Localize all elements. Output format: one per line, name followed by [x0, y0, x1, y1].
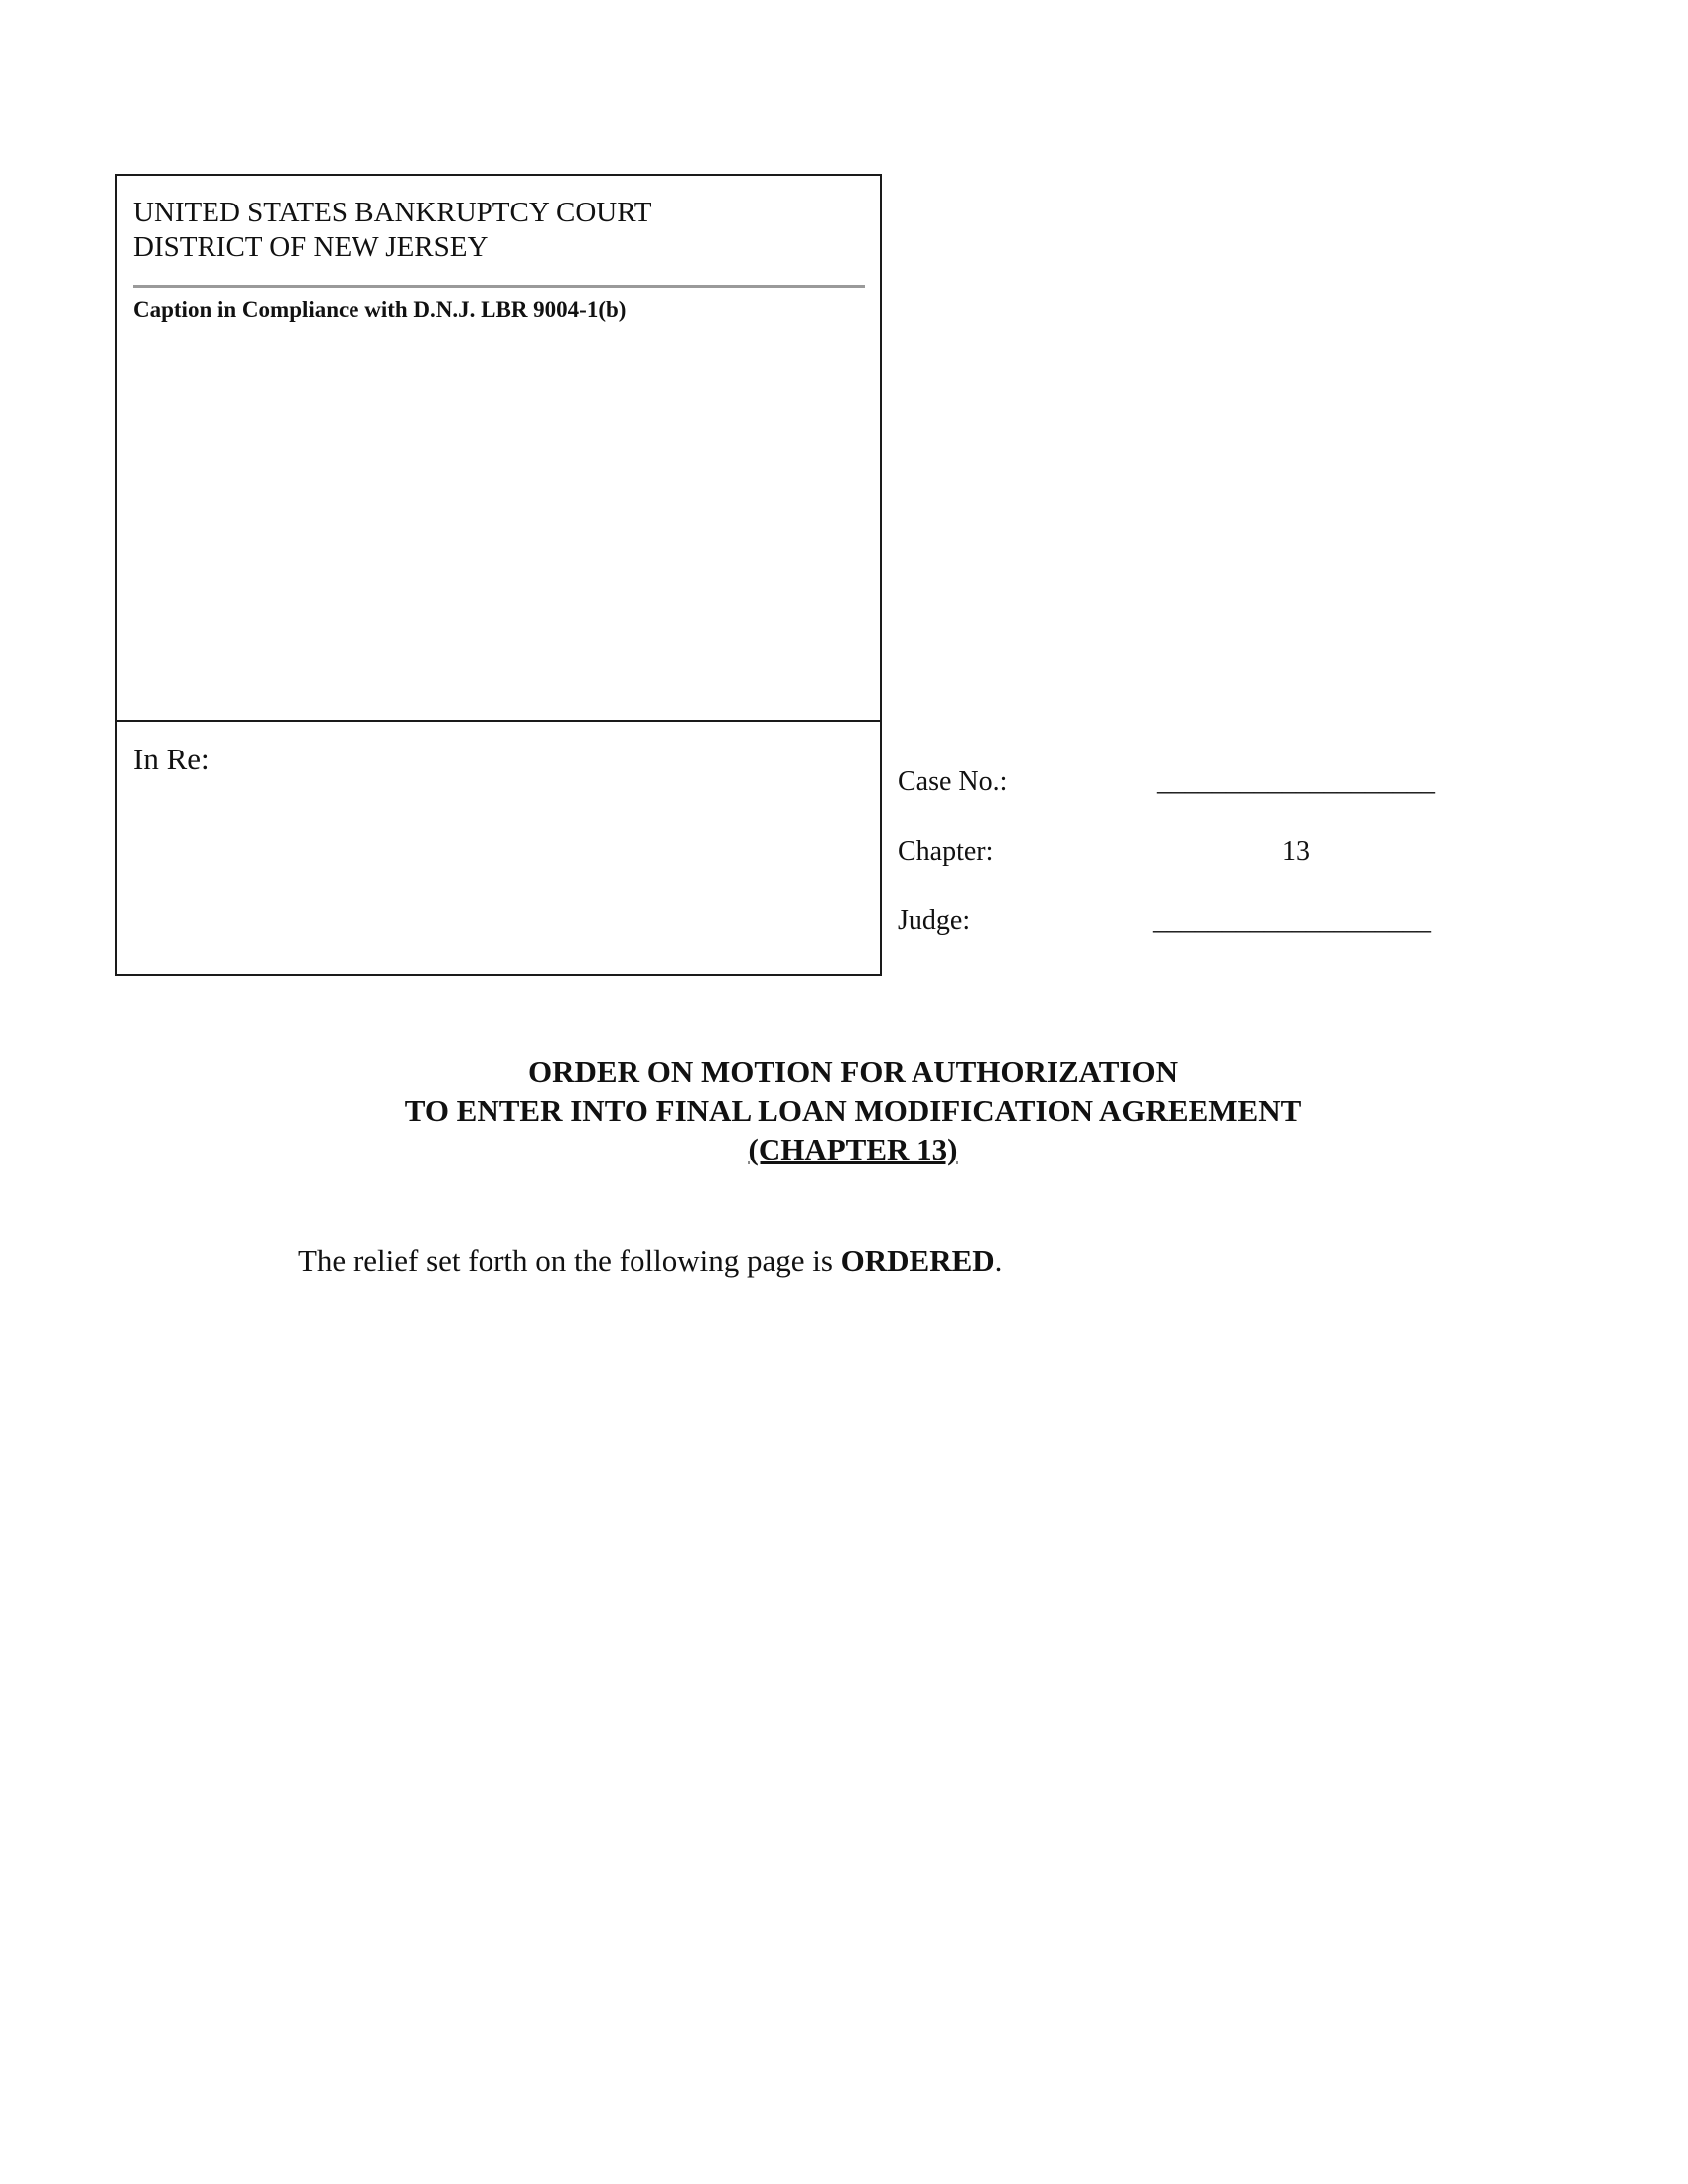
caption-divider — [133, 285, 865, 288]
order-title-line1: ORDER ON MOTION FOR AUTHORIZATION — [528, 1054, 1178, 1089]
caption-header — [117, 176, 880, 722]
chapter-value: 13 — [1282, 836, 1310, 867]
judge-value: ____________________ — [1153, 905, 1431, 936]
compliance-note: Caption in Compliance with D.N.J. LBR 9004-1(b) — [133, 297, 627, 322]
court-name-line2: DISTRICT OF NEW JERSEY — [133, 231, 489, 263]
relief-text: The relief set forth on the following page is — [298, 1243, 841, 1278]
case-no-label: Case No.: — [898, 766, 1008, 797]
court-name — [133, 196, 652, 265]
order-title-line3: (CHAPTER 13) — [748, 1132, 958, 1166]
relief-end: . — [994, 1243, 1003, 1278]
chapter-label: Chapter: — [898, 836, 994, 867]
judge-label: Judge: — [898, 905, 971, 936]
case-no-value: ____________________ — [1157, 766, 1435, 797]
relief-ordered: ORDERED — [840, 1243, 995, 1278]
caption-box — [115, 174, 882, 976]
order-title — [0, 1052, 1688, 1168]
relief-statement — [298, 1243, 1002, 1279]
order-title-line2: TO ENTER INTO FINAL LOAN MODIFICATION AGREEMENT — [404, 1093, 1302, 1128]
court-name-line1: UNITED STATES BANKRUPTCY COURT — [133, 197, 652, 228]
in-re-label: In Re: — [133, 742, 210, 776]
